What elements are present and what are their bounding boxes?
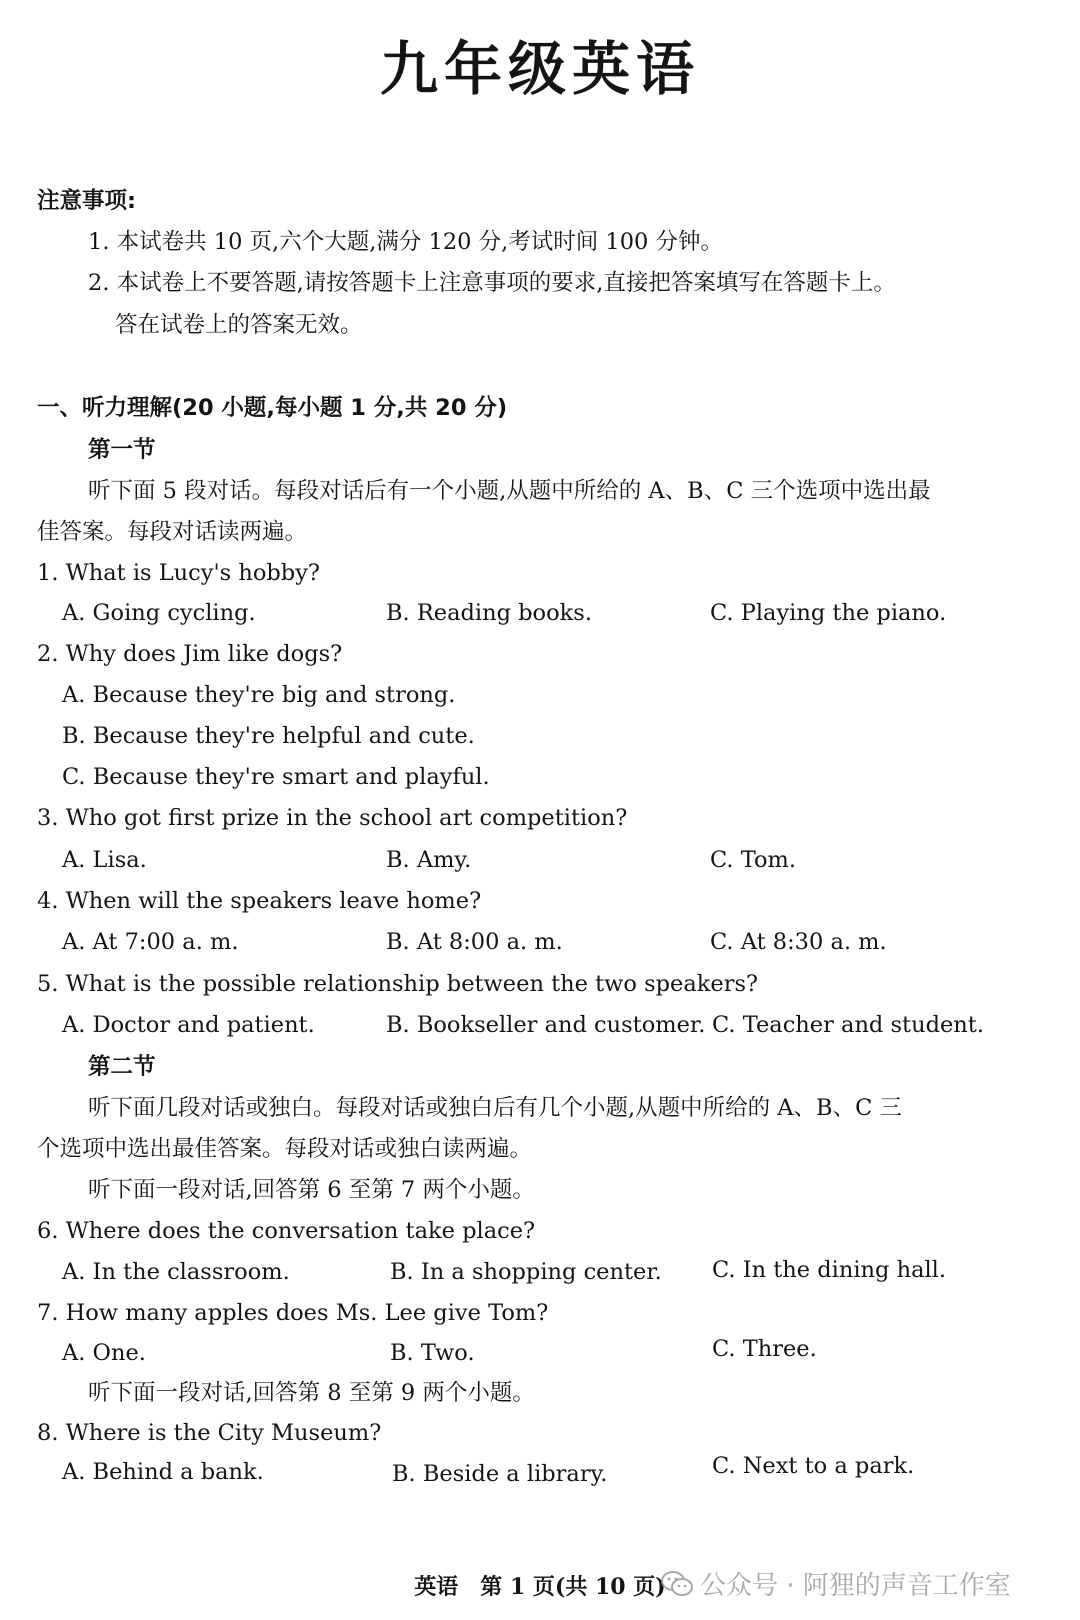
wechat-icon [660,1570,694,1598]
page-footer: 英语 第 1 页(共 10 页) [414,1574,666,1600]
dialog-instruction-6-7: 听下面一段对话,回答第 6 至第 7 两个小题。 [88,1177,535,1203]
part-1-instruction: 听下面 5 段对话。每段对话后有一个小题,从题中所给的 A、B、C 三个选项中选出最 [88,478,931,504]
part-2-instruction-continued: 个选项中选出最佳答案。每段对话或独白读两遍。 [37,1136,533,1162]
question-2-option-b: B. Because they're helpful and cute. [62,723,475,749]
part-2-instruction: 听下面几段对话或独白。每段对话或独白后有几个小题,从题中所给的 A、B、C 三 [88,1095,902,1121]
question-2-option-c: C. Because they're smart and playful. [62,764,490,790]
dialog-instruction-8-9: 听下面一段对话,回答第 8 至第 9 两个小题。 [88,1380,535,1406]
notice-item-2-continued: 答在试卷上的答案无效。 [115,312,363,338]
question-7-option-a: A. One. [62,1340,146,1366]
question-7-option-c: C. Three. [712,1336,817,1362]
question-8-option-c: C. Next to a park. [712,1453,915,1479]
question-1-option-c: C. Playing the piano. [710,600,947,626]
part-2-title: 第二节 [88,1054,156,1080]
question-4: 4. When will the speakers leave home? [37,888,482,914]
question-8-option-a: A. Behind a bank. [62,1459,264,1485]
notice-item-1: 1. 本试卷共 10 页,六个大题,满分 120 分,考试时间 100 分钟。 [88,229,724,255]
question-5-option-c: C. Teacher and student. [712,1012,984,1038]
question-6: 6. Where does the conversation take place? [37,1218,536,1244]
watermark [660,1565,1011,1602]
question-3-option-b: B. Amy. [386,847,472,873]
question-3: 3. Who got first prize in the school art competition? [37,805,628,831]
notice-item-2: 2. 本试卷上不要答题,请按答题卡上注意事项的要求,直接把答案填写在答题卡上。 [88,270,896,296]
question-5-option-b: B. Bookseller and customer. [386,1012,706,1038]
question-5: 5. What is the possible relationship between the two speakers? [37,971,759,997]
question-3-option-a: A. Lisa. [62,847,147,873]
question-1-option-a: A. Going cycling. [62,600,256,626]
question-5-option-a: A. Doctor and patient. [62,1012,315,1038]
question-2: 2. Why does Jim like dogs? [37,641,343,667]
watermark-text: 公众号 · 阿狸的声音工作室 [700,1571,1011,1601]
question-1: 1. What is Lucy's hobby? [37,560,320,586]
notice-heading: 注意事项: [37,188,136,214]
part-1-title: 第一节 [88,437,156,463]
question-6-option-a: A. In the classroom. [62,1259,290,1285]
question-2-option-a: A. Because they're big and strong. [62,682,456,708]
question-6-option-c: C. In the dining hall. [712,1257,947,1283]
question-4-option-b: B. At 8:00 a. m. [386,929,563,955]
section-heading: 一、听力理解(20 小题,每小题 1 分,共 20 分) [37,395,508,421]
page-title: 九年级英语 [379,35,700,103]
question-8-option-b: B. Beside a library. [392,1461,608,1487]
question-4-option-c: C. At 8:30 a. m. [710,929,887,955]
question-8: 8. Where is the City Museum? [37,1420,382,1446]
part-1-instruction-continued: 佳答案。每段对话读两遍。 [37,519,308,545]
question-6-option-b: B. In a shopping center. [390,1259,662,1285]
question-7-option-b: B. Two. [390,1340,475,1366]
question-7: 7. How many apples does Ms. Lee give Tom? [37,1300,549,1326]
question-3-option-c: C. Tom. [710,847,797,873]
question-4-option-a: A. At 7:00 a. m. [62,929,239,955]
question-1-option-b: B. Reading books. [386,600,592,626]
